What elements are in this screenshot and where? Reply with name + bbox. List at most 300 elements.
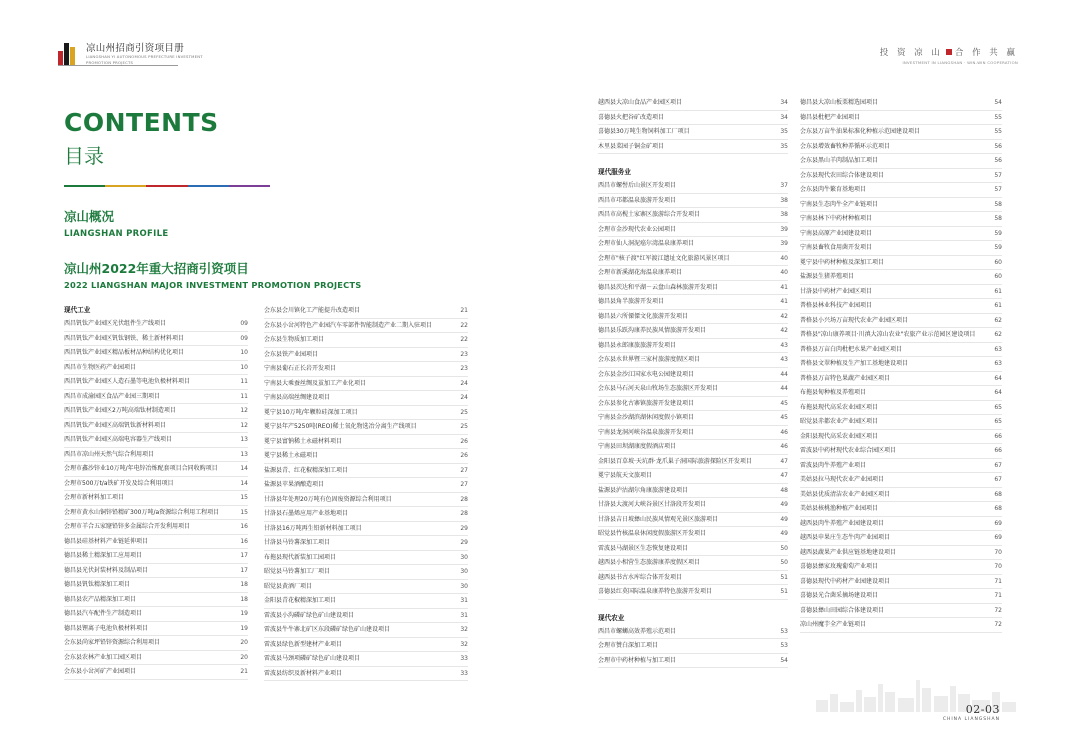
toc-entry-page: 33 (460, 669, 468, 677)
toc-entry-title: 会理市中药材种植与加工项目 (598, 656, 677, 664)
toc-entry[interactable] (64, 506, 248, 521)
toc-entry-title: 金阳县青花椒精深加工项目 (264, 597, 337, 604)
toc-entry-page: 47 (780, 457, 788, 465)
toc-entry-page: 29 (460, 539, 468, 546)
toc-entry-title: 甘洛县中药材产业园区项目 (800, 287, 873, 295)
toc-entry-page: 58 (994, 215, 1002, 222)
toc-entry-title: 会东县金沙江国家水电公园建设项目 (598, 370, 695, 378)
toc-entry[interactable] (598, 353, 788, 368)
toc-entry-page: 20 (240, 653, 248, 661)
toc-entry[interactable] (800, 256, 1002, 271)
toc-entry[interactable] (800, 140, 1002, 155)
toc-entry-title: 会东县现代农田综合体建设项目 (800, 171, 885, 179)
toc-column-1 (64, 304, 248, 680)
toc-entry-title: 盐源县生猪养殖项目 (800, 273, 855, 280)
toc-entry-title: 冕宁县中药材种植及深加工项目 (800, 258, 885, 266)
toc-entry-page: 44 (780, 370, 788, 378)
toc-entry-page: 39 (780, 240, 788, 247)
toc-column-3 (598, 96, 788, 668)
toc-entry[interactable] (598, 484, 788, 499)
toc-entry-page: 16 (240, 537, 248, 545)
toc-entry-page: 58 (994, 200, 1002, 208)
toc-entry[interactable] (800, 386, 1002, 401)
toc-entry-page: 64 (994, 389, 1002, 396)
toc-entry-title: 冕宁县10万吨/年颗粒硅深加工项目 (264, 408, 358, 416)
toc-entry-page: 19 (240, 624, 248, 632)
toc-entry-page: 54 (780, 656, 788, 664)
toc-entry-page: 49 (780, 530, 788, 537)
toc-entry[interactable] (598, 585, 788, 600)
toc-entry[interactable] (598, 571, 788, 586)
toc-entry[interactable] (64, 491, 248, 506)
toc-entry-page: 34 (780, 99, 788, 106)
toc-entry[interactable] (800, 589, 1002, 604)
toc-entry-page: 70 (994, 563, 1002, 570)
toc-entry-page: 25 (460, 423, 468, 430)
toc-entry-page: 59 (994, 229, 1002, 237)
toc-entry[interactable] (800, 96, 1002, 111)
toc-entry[interactable] (264, 377, 468, 392)
toc-entry-page: 70 (994, 548, 1002, 556)
toc-entry-title: 越西县大凉山食品产业园区项目 (598, 99, 683, 106)
toc-entry-title: 昭觉县马铃薯加工厂项目 (264, 568, 331, 575)
toc-entry-page: 60 (994, 258, 1002, 266)
toc-entry[interactable] (800, 241, 1002, 256)
toc-entry-title: 西昌市螺蛳高效养殖示范项目 (598, 627, 677, 635)
toc-entry-page: 72 (994, 606, 1002, 614)
toc-entry-page: 35 (780, 142, 788, 150)
toc-entry[interactable] (800, 430, 1002, 445)
toc-entry[interactable] (264, 406, 468, 421)
toc-entry[interactable] (64, 636, 248, 651)
toc-entry[interactable] (264, 594, 468, 609)
toc-entry[interactable] (800, 357, 1002, 372)
toc-entry-page: 11 (240, 392, 248, 400)
toc-entry-page: 57 (994, 186, 1002, 193)
toc-entry[interactable] (800, 270, 1002, 285)
toc-entry[interactable] (800, 125, 1002, 140)
toc-entry[interactable] (598, 469, 788, 484)
toc-entry[interactable] (598, 223, 788, 238)
toc-entry-title: 会东县肉牛繁育基地项目 (800, 186, 867, 193)
toc-entry-page: 28 (460, 495, 468, 503)
toc-entry[interactable] (264, 391, 468, 406)
toc-entry-page: 40 (780, 269, 788, 276)
toc-entry[interactable] (264, 609, 468, 624)
toc-entry-title: 普格县万亩特色果蔬产业园区项目 (800, 374, 891, 382)
toc-entry[interactable] (800, 488, 1002, 503)
toc-entry-page: 41 (780, 298, 788, 305)
toc-entry-title: 会东县农林产业加工园区项目 (64, 653, 143, 661)
toc-entry-title: 盐源县泸沽湖尔角康旅游建设项目 (598, 486, 689, 494)
toc-entry-page: 13 (240, 436, 248, 443)
toc-entry[interactable] (264, 449, 468, 464)
toc-entry[interactable] (598, 625, 788, 640)
toc-entry-page: 34 (780, 113, 788, 121)
toc-column-2 (264, 304, 468, 681)
toc-entry-page: 50 (780, 544, 788, 552)
toc-entry-title: 会理市羊合五家窿铅锌多金属综合开发利用项目 (64, 523, 191, 530)
toc-entry-title: 冕宁县稀土永磁项目 (264, 452, 319, 459)
toc-entry[interactable] (264, 420, 468, 435)
toc-entry-title: 冕宁县富钠稀土永磁材料项目 (264, 437, 343, 445)
toc-entry[interactable] (264, 478, 468, 493)
toc-entry[interactable] (64, 361, 248, 376)
toc-entry-title: 西昌钒钛产业园区高端电容器生产线项目 (64, 436, 173, 443)
toc-entry[interactable] (598, 179, 788, 194)
toc-entry[interactable] (64, 651, 248, 666)
toc-entry-title: 普格县林业科技产业园项目 (800, 302, 873, 309)
toc-entry-title: 木里县菜园子铜金矿项目 (598, 142, 665, 150)
toc-entry-title: 会东县水世界暨三家村旅游度假区项目 (598, 356, 701, 363)
toc-entry-page: 18 (240, 581, 248, 588)
toc-entry-page: 65 (994, 418, 1002, 425)
toc-entry-page: 14 (240, 479, 248, 487)
toc-entry-title: 甘洛县马铃薯深加工项目 (264, 539, 331, 546)
toc-entry[interactable] (800, 575, 1002, 590)
toc-entry-title: 普格县文翠种植及生产加工基地建设项目 (800, 360, 909, 367)
toc-entry[interactable] (264, 580, 468, 595)
projects-heading-cn: 凉山州2022年重大招商引资项目 (64, 261, 249, 276)
toc-entry-page: 67 (994, 461, 1002, 469)
category-heading: 现代工业 (64, 306, 91, 314)
toc-entry-title: 喜德县彝家玫瑰葡萄产业项目 (800, 563, 879, 570)
toc-entry[interactable] (264, 652, 468, 667)
toc-entry-title: 西昌市螺髻后山景区开发项目 (598, 182, 677, 189)
toc-entry-page: 23 (460, 350, 468, 358)
toc-entry[interactable] (598, 426, 788, 441)
toc-entry[interactable] (598, 111, 788, 126)
toc-entry-title: 西昌市成渝园区食品产业园三期项目 (64, 392, 161, 400)
toc-entry[interactable] (800, 531, 1002, 546)
toc-entry-page: 32 (460, 640, 468, 648)
toc-entry-title: 会东县万亩牛油果标准化种植示范园建设项目 (800, 128, 921, 135)
page-number: 02-03 (965, 703, 1000, 716)
toc-entry[interactable] (598, 140, 788, 155)
toc-entry-title: 宁南县金沙湖滨湖休闲度假小镇项目 (598, 414, 695, 421)
toc-entry[interactable] (598, 266, 788, 281)
toc-entry-title: 德昌县六所傈僳文化旅游开发项目 (598, 312, 689, 320)
toc-entry-title: 美姑县核桃渔种植产业园项目 (800, 505, 879, 512)
brand-subtitle-1: LIANGSHAN YI AUTONOMOUS PREFECTURE INVESTMENT (86, 54, 203, 59)
toc-entry[interactable] (800, 111, 1002, 126)
toc-entry[interactable] (800, 473, 1002, 488)
toc-entry[interactable] (800, 169, 1002, 184)
toc-entry-page: 35 (780, 128, 788, 135)
toc-entry[interactable] (598, 498, 788, 513)
toc-entry[interactable] (264, 348, 468, 363)
toc-entry[interactable] (264, 435, 468, 450)
toc-entry[interactable] (598, 295, 788, 310)
toc-entry-title: 越西县书古水库综合体开发项目 (598, 573, 683, 581)
toc-entry-page: 43 (780, 341, 788, 349)
toc-entry-page: 53 (780, 642, 788, 649)
toc-entry-title: 雷波县纺织及新材料产业项目 (264, 669, 343, 677)
toc-entry-page: 62 (994, 316, 1002, 324)
toc-entry-page: 33 (460, 655, 468, 662)
toc-entry-page: 26 (460, 452, 468, 459)
toc-entry-title: 甘洛县石墨烯应用产业基地项目 (264, 510, 349, 517)
toc-entry-title: 布拖县现代高采农业园区项目 (800, 403, 879, 411)
toc-entry[interactable] (264, 522, 468, 537)
toc-entry-title: 越西县申果庄生态牛肉产业园项目 (800, 534, 891, 541)
toc-entry-title: 昭觉县黄酒厂项目 (264, 582, 313, 590)
toc-entry-title: 西昌钒钛产业园区人造石墨等电池负极材料项目 (64, 378, 191, 385)
toc-entry-page: 23 (460, 365, 468, 372)
toc-entry-page: 19 (240, 610, 248, 617)
toc-entry[interactable] (800, 285, 1002, 300)
toc-entry[interactable] (64, 593, 248, 608)
toc-entry[interactable] (598, 397, 788, 412)
toc-entry-title: 西昌市凉山州天然气综合利用项目 (64, 450, 155, 458)
toc-entry-page: 67 (994, 476, 1002, 483)
toc-entry-page: 22 (460, 336, 468, 343)
toc-entry-page: 25 (460, 408, 468, 416)
toc-entry[interactable] (264, 304, 468, 319)
toc-entry[interactable] (598, 411, 788, 426)
toc-entry-title: 普格县万亩白肉枇杷水果产业园区项目 (800, 345, 903, 353)
toc-entry-title: 布拖县甸种植及养殖项目 (800, 389, 867, 396)
toc-entry[interactable] (800, 328, 1002, 343)
toc-entry-title: 冕宁县年产5250吨(REO)稀土氧化物选冶分离生产线项目 (264, 423, 417, 430)
toc-entry-title: 会理市赞白深加工项目 (598, 642, 659, 649)
toc-entry-page: 49 (780, 515, 788, 523)
toc-entry-title: 宁南县畜牧食用菌开发项目 (800, 244, 873, 251)
toc-entry-page: 69 (994, 519, 1002, 527)
toc-entry-page: 66 (994, 432, 1002, 440)
toc-entry[interactable] (598, 654, 788, 669)
toc-entry-title: 喜德县彝山田园综合体建设项目 (800, 606, 885, 614)
toc-entry-page: 27 (460, 466, 468, 474)
toc-entry-page: 29 (460, 524, 468, 532)
toc-entry-title: 西昌市高枧土家寨区旅游综合开发项目 (598, 211, 701, 218)
toc-entry[interactable] (264, 638, 468, 653)
toc-entry-page: 15 (240, 508, 248, 516)
toc-entry[interactable] (64, 404, 248, 419)
toc-entry-title: 雷波县肉牛养殖产业项目 (800, 461, 867, 469)
toc-entry-page: 61 (994, 287, 1002, 295)
toc-entry-page: 48 (780, 486, 788, 494)
toc-entry[interactable] (598, 96, 788, 111)
toc-entry-title: 西昌钒钛产业园区钒钛钢铁、稀土新材料项目 (64, 334, 185, 342)
toc-entry[interactable] (800, 546, 1002, 561)
toc-entry[interactable] (800, 343, 1002, 358)
toc-entry[interactable] (264, 667, 468, 682)
toc-entry[interactable] (64, 564, 248, 579)
toc-entry[interactable] (598, 542, 788, 557)
toc-entry-title: 德昌县枇杷产业园项目 (800, 113, 861, 121)
toc-entry[interactable] (598, 310, 788, 325)
toc-entry[interactable] (800, 459, 1002, 474)
toc-entry-page: 14 (240, 465, 248, 472)
toc-entry[interactable] (64, 462, 248, 477)
toc-entry[interactable] (264, 623, 468, 638)
toc-entry-page: 27 (460, 481, 468, 488)
toc-entry-page: 42 (780, 327, 788, 334)
toc-entry-title: 昭觉县竹核温泉休闲度假旅游区开发项目 (598, 530, 707, 537)
toc-entry-title: 宁南县高端丝绸建设项目 (264, 394, 331, 401)
toc-entry[interactable] (264, 493, 468, 508)
toc-entry[interactable] (264, 362, 468, 377)
toc-entry-page: 68 (994, 505, 1002, 512)
toc-entry[interactable] (264, 319, 468, 334)
toc-entry[interactable] (598, 382, 788, 397)
toc-entry[interactable] (598, 513, 788, 528)
toc-entry[interactable] (800, 183, 1002, 198)
toc-entry-page: 56 (994, 142, 1002, 150)
toc-entry-page: 30 (460, 553, 468, 561)
toc-entry-page: 71 (994, 592, 1002, 599)
toc-entry[interactable] (264, 464, 468, 479)
toc-entry-title: 德昌县汽车配件生产制造项目 (64, 610, 143, 617)
toc-entry[interactable] (800, 517, 1002, 532)
toc-entry[interactable] (598, 208, 788, 223)
toc-entry[interactable] (598, 324, 788, 339)
toc-entry-title: 德昌县大凉山板栗精选园项目 (800, 99, 879, 106)
toc-entry[interactable] (800, 444, 1002, 459)
toc-entry-page: 24 (460, 394, 468, 401)
toc-entry[interactable] (800, 198, 1002, 213)
toc-entry-page: 59 (994, 244, 1002, 251)
toc-entry[interactable] (598, 556, 788, 571)
toc-entry-page: 31 (460, 597, 468, 604)
toc-entry[interactable] (64, 607, 248, 622)
toc-entry[interactable] (800, 227, 1002, 242)
toc-entry-page: 22 (460, 321, 468, 329)
toc-entry[interactable] (64, 477, 248, 492)
toc-entry-page: 72 (994, 621, 1002, 628)
toc-entry-page: 64 (994, 374, 1002, 382)
toc-entry-page: 63 (994, 360, 1002, 367)
toc-entry-title: 会东县黑山羊肉制品加工项目 (800, 157, 879, 164)
contents-title-en: CONTENTS (64, 108, 219, 137)
color-divider (64, 185, 270, 187)
toc-entry-page: 41 (780, 283, 788, 291)
toc-entry-page: 15 (240, 494, 248, 501)
toc-entry-title: 德昌县茨达和平湖－云盘山森林旅游开发项目 (598, 283, 719, 291)
toc-entry[interactable] (64, 622, 248, 637)
toc-entry-title: 会东县增效畜牧种养循环示范项目 (800, 142, 891, 150)
profile-heading-en: LIANGSHAN PROFILE (64, 229, 169, 239)
toc-entry-page: 63 (994, 345, 1002, 353)
toc-entry[interactable] (64, 346, 248, 361)
toc-entry[interactable] (800, 560, 1002, 575)
toc-entry[interactable] (800, 372, 1002, 387)
toc-entry-page: 32 (460, 626, 468, 633)
toc-entry[interactable] (264, 507, 468, 522)
toc-entry-title: 德昌县钒钛精深加工项目 (64, 581, 131, 588)
toc-entry[interactable] (800, 415, 1002, 430)
toc-entry-title: 昭觉县赤都农业产业园区项目 (800, 418, 879, 425)
toc-entry-page: 09 (240, 320, 248, 327)
toc-entry-title: 金阳县现代高采农业园区项目 (800, 432, 879, 440)
toc-entry-title: 喜德县红莫国际温泉康养特色旅游开发项目 (598, 588, 713, 595)
toc-entry[interactable] (64, 520, 248, 535)
toc-entry[interactable] (64, 419, 248, 434)
toc-entry[interactable] (598, 440, 788, 455)
toc-entry[interactable] (598, 639, 788, 654)
toc-entry[interactable] (800, 618, 1002, 633)
toc-entry[interactable] (598, 237, 788, 252)
toc-entry[interactable] (64, 332, 248, 347)
toc-entry-title: 盐源县苹果酒酿造项目 (264, 481, 325, 488)
toc-entry[interactable] (64, 535, 248, 550)
toc-entry-title: 西昌钒钛产业园区高端钒钛新材料项目 (64, 421, 167, 429)
toc-entry-page: 30 (460, 568, 468, 575)
toc-entry[interactable] (264, 565, 468, 580)
toc-entry[interactable] (64, 390, 248, 405)
toc-entry[interactable] (598, 125, 788, 140)
toc-entry[interactable] (264, 333, 468, 348)
toc-entry[interactable] (598, 194, 788, 209)
toc-entry[interactable] (64, 448, 248, 463)
toc-entry[interactable] (800, 154, 1002, 169)
toc-entry[interactable] (64, 549, 248, 564)
toc-entry-page: 11 (240, 378, 248, 385)
toc-entry-page: 55 (994, 113, 1002, 121)
toc-entry-page: 18 (240, 595, 248, 603)
toc-entry[interactable] (64, 433, 248, 448)
toc-entry-title: 会东县生物质加工项目 (264, 336, 325, 343)
toc-entry-page: 42 (780, 312, 788, 320)
toc-entry-title: 宁南县生态肉牛全产业链项目 (800, 200, 879, 208)
toc-entry-title: 西昌钒钛产业园区2万吨高端钛材制造项目 (64, 407, 176, 414)
brand-subtitle-2: PROMOTION PROJECTS (86, 59, 134, 65)
toc-entry-title: 会理市鑫沙锌业10万吨/年电锌冶炼配套项目合同收购项目 (64, 465, 218, 472)
toc-entry-title: 凉山州魔芋全产业链项目 (800, 621, 867, 628)
toc-entry[interactable] (598, 455, 788, 470)
toc-entry-page: 26 (460, 437, 468, 445)
toc-entry-page: 61 (994, 302, 1002, 309)
toc-entry-page: 68 (994, 490, 1002, 498)
toc-entry-page: 60 (994, 273, 1002, 280)
liangshan-logo-icon (58, 41, 80, 65)
toc-entry[interactable] (800, 604, 1002, 619)
toc-entry[interactable] (800, 502, 1002, 517)
toc-entry-title: 越西县肉牛养殖产业园建设项目 (800, 519, 885, 527)
toc-entry[interactable] (800, 299, 1002, 314)
toc-entry[interactable] (64, 665, 248, 680)
toc-entry-page: 13 (240, 450, 248, 458)
toc-entry-title: 西昌钒钛产业园区精品板材品种结构优化项目 (64, 349, 185, 356)
toc-entry[interactable] (264, 551, 468, 566)
profile-heading-cn[interactable]: 凉山概况 (64, 209, 115, 224)
toc-entry[interactable] (64, 578, 248, 593)
category-heading: 现代服务业 (598, 168, 631, 176)
toc-entry[interactable] (64, 317, 248, 332)
toc-entry[interactable] (598, 339, 788, 354)
toc-entry[interactable] (64, 375, 248, 390)
toc-entry[interactable] (598, 527, 788, 542)
toc-entry-title: 会理市新溪湖花海温泉康养项目 (598, 269, 683, 276)
toc-entry-title: 雷波县小沟磷矿绿色矿山建设项目 (264, 611, 355, 619)
toc-entry-title: 会东县马石河天泉山牧场生态旅游区开发项目 (598, 385, 719, 392)
toc-entry[interactable] (800, 314, 1002, 329)
toc-entry[interactable] (800, 212, 1002, 227)
toc-entry-page: 62 (994, 331, 1002, 338)
toc-entry[interactable] (598, 252, 788, 267)
toc-entry[interactable] (800, 401, 1002, 416)
toc-entry-title: 会东县尚家坪铅锌资源综合利用项目 (64, 639, 161, 646)
toc-entry[interactable] (598, 368, 788, 383)
toc-entry[interactable] (264, 536, 468, 551)
toc-entry-title: 西昌市邛都温泉旅游开发项目 (598, 196, 677, 204)
toc-entry-title: 越西县蔬果产业供应链基地建设项目 (800, 548, 897, 556)
toc-entry-title: 会理市新材料加工项目 (64, 494, 125, 501)
slogan-part-a: 投 资 凉 山 (879, 48, 943, 58)
toc-entry-title: 甘洛县年处理20万吨有色固废资源综合利用项目 (264, 495, 392, 503)
toc-entry[interactable] (598, 281, 788, 296)
